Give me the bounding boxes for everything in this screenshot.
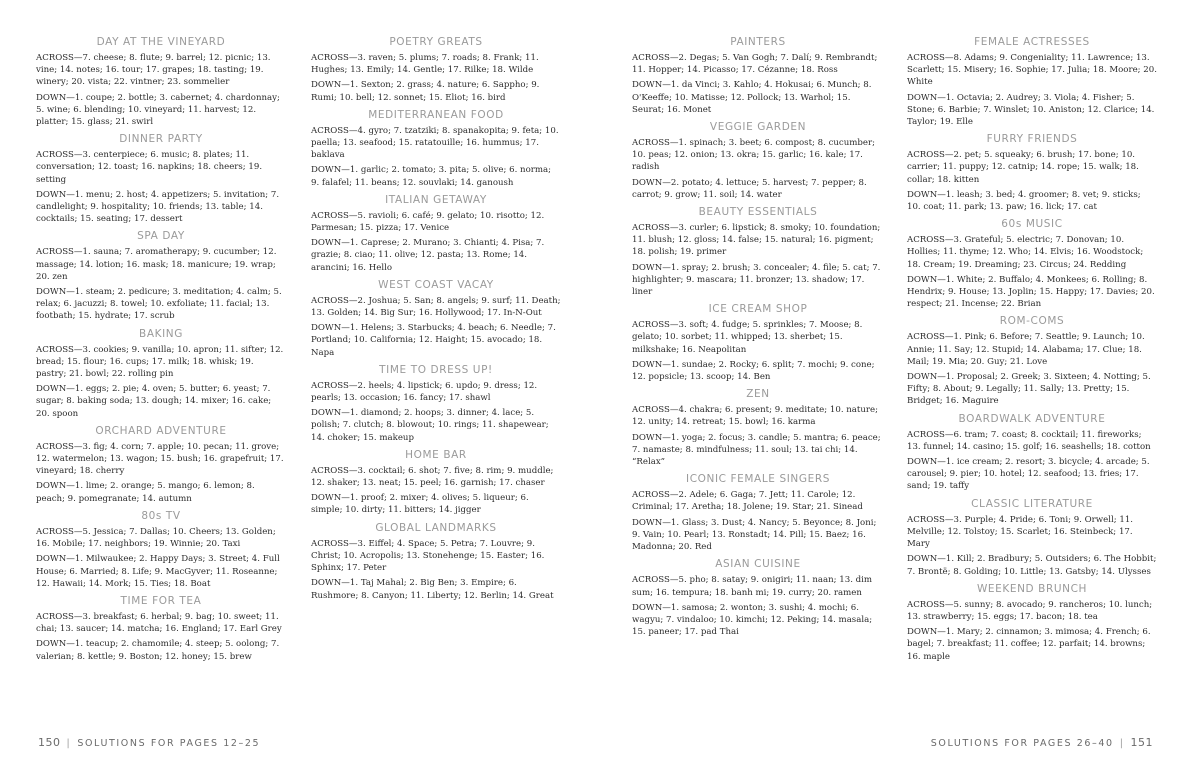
across-answers: ACROSS—3. cocktail; 6. shot; 7. five; 8. rim; 9. muddle; 12. shaker; 13. neat; 15. peel; 16. garnish; 17. chaser [311,465,554,489]
down-answers: DOWN—1. White; 2. Buffalo; 4. Monkees; 6. Rolling; 8. Hendrix; 9. House; 13. Joplin; 15. Happy; 17. Davies; 20. respect; 21. Incense; 22. Brian [907,274,1155,310]
puzzle-title: DAY AT THE VINEYARD [96,36,226,48]
across-answers: ACROSS—3. Eiffel; 4. Space; 5. Petra; 7. Louvre; 9. Christ; 10. Acropolis; 13. Stonehenge; 15. Easter; 16. Sphinx; 17. Peter [311,538,545,574]
down-answers: DOWN—2. potato; 4. lettuce; 5. harvest; 7. pepper; 8. carrot; 9. grow; 11. soil; 14. water [632,177,867,200]
puzzle-title: ICE CREAM SHOP [708,303,808,316]
down-answers: DOWN—1. lime; 2. orange; 5. mango; 6. lemon; 8. peach; 9. pomegranate; 14. autumn [36,481,255,504]
puzzle-title: POETRY GREATS [389,36,483,48]
puzzle-title: SPA DAY [137,230,185,243]
puzzle-solution [907,583,1157,663]
across-answers: ACROSS—3. soft; 4. fudge; 5. sprinkles; 7. Moose; 8. gelato; 10. sorbet; 11. whipped; 13. sherbet; 15. milkshake; 16. Neapolitan [632,320,863,355]
puzzle-solution [632,206,884,298]
down-answers: DOWN—1. Proposal; 2. Greek; 3. Sixteen; 4. Notting; 5. Fifty; 8. About; 9. Legally; 11. Sally; 13. Pretty; 15. Bridget; 16. Maguire [907,372,1151,407]
across-answers: ACROSS—3. fig; 4. corn; 7. apple; 10. pecan; 11. grove; 12. watermelon; 13. wagon; 15. bush; 16. grapefruit; 17. vineyard; 18. cherry [36,441,284,477]
left-page [0,0,595,774]
puzzle-title: HOME BAR [405,448,467,461]
across-answers: ACROSS—3. Grateful; 5. electric; 7. Donovan; 10. Hollies; 11. thyme; 12. Who; 14. Elvis; 16. Woodstock; 18. Cream; 19. Dreaming; 23. Circus; 24. Redding [907,235,1144,270]
puzzle-title: ORCHARD ADVENTURE [95,424,227,437]
puzzle-solution [36,510,286,590]
puzzle-title: BOARDWALK ADVENTURE [958,412,1106,425]
puzzle-solution [311,194,561,274]
puzzle-solution [311,364,561,444]
puzzle-solution [632,473,884,553]
column-2 [311,36,561,607]
across-answers: ACROSS—3. Purple; 4. Pride; 6. Toni; 9. Orwell; 11. Melville; 12. Tolstoy; 15. Scarlet; 16. Steinbeck; 17. Mary [907,514,1134,550]
across-answers: ACROSS—3. centerpiece; 6. music; 8. plates; 11. conversation; 12. toast; 16. napkins; 18. cheers; 19. setting [36,150,263,185]
column-4 [907,36,1157,668]
across-answers: ACROSS—3. breakfast; 6. herbal; 9. bag; 10. sweet; 11. chai; 13. saucer; 14. matcha; 16. England; 17. Earl Grey [36,611,282,635]
puzzle-solution [632,303,884,383]
across-answers: ACROSS—2. pet; 5. squeaky; 6. brush; 17. bone; 10. carrier; 11. puppy; 12. catnip; 14. rope; 15. walk; 18. collar; 18. kitten [907,150,1139,185]
puzzle-title: BEAUTY ESSENTIALS [698,206,818,219]
puzzle-title: ROM-COMS [999,315,1065,328]
down-answers: DOWN—1. steam; 2. pedicure; 3. meditation; 4. calm; 5. relax; 6. jacuzzi; 8. towel; 10. exfoliate; 11. facial; 13. footbath; 15. hydrate; 17. scrub [36,287,282,322]
down-answers: DOWN—1. eggs; 2. pie; 4. oven; 5. butter; 6. yeast; 7. sugar; 8. baking soda; 13. dough; 14. mixer; 16. cake; 20. spoon [36,384,272,419]
puzzle-solution [907,498,1157,578]
puzzle-solution [311,449,561,517]
down-answers: DOWN—1. sundae; 2. Rocky; 6. split; 7. mochi; 9. cone; 12. popsicle; 13. scoop; 14. Ben [632,359,875,383]
puzzle-title: 60s MUSIC [1001,218,1063,231]
footer-caption: SOLUTIONS FOR PAGES 26–40 [930,738,1114,749]
puzzle-title: FEMALE ACTRESSES [974,36,1090,48]
down-answers: DOWN—1. diamond; 2. hoops; 3. dinner; 4. lace; 5. polish; 7. clutch; 8. blowout; 10. rings; 11. shapewear; 14. choker; 15. makeup [311,408,549,443]
puzzle-solution [632,388,884,468]
down-answers: DOWN—1. Sexton; 2. grass; 4. nature; 6. Sappho; 9. Rumi; 10. bell; 12. sonnet; 15. Eliot; 16. bird [311,80,540,103]
puzzle-solution [907,315,1157,407]
down-answers: DOWN—1. teacup; 2. chamomile; 4. steep; 5. oolong; 7. valerian; 8. kettle; 9. Boston; 12. honey; 15. brew [36,639,280,662]
footer-separator: | [1119,738,1125,749]
puzzle-solution [311,36,561,104]
puzzle-title: TIME TO DRESS UP! [379,363,493,376]
across-answers: ACROSS—5. Jessica; 7. Dallas; 10. Cheers; 13. Golden; 16. Mobile; 17. neighbors; 19. Winnie; 20. Taxi [36,526,276,550]
puzzle-title: ITALIAN GETAWAY [385,193,487,206]
down-answers: DOWN—1. leash; 3. bed; 4. groomer; 8. vet; 9. sticks; 10. coat; 11. park; 13. paw; 16. lick; 17. cat [907,189,1141,213]
down-answers: DOWN—1. Octavia; 2. Audrey; 3. Viola; 4. Fisher; 5. Stone; 6. Barbie; 7. Winslet; 10. Aniston; 12. Clarice; 14. Taylor; 19. Elle [907,92,1155,128]
puzzle-title: PAINTERS [730,36,786,48]
down-answers: DOWN—1. Glass; 3. Dust; 4. Nancy; 5. Beyonce; 8. Joni; 9. Vain; 10. Pearl; 13. Ronstadt; 14. Pill; 15. Baez; 16. Madonna; 20. Red [632,517,877,553]
across-answers: ACROSS—5. pho; 8. satay; 9. onigiri; 11. naan; 13. dim sum; 16. tempura; 18. banh mi; 19. curry; 20. ramen [632,575,873,598]
across-answers: ACROSS—3. raven; 5. plums; 7. roads; 8. Frank; 11. Hughes; 13. Emily; 14. Gentle; 17. Rilke; 18. Wilde [311,53,539,76]
puzzle-title: BAKING [139,327,183,340]
down-answers: DOWN—1. Mary; 2. cinnamon; 3. mimosa; 4. French; 6. bagel; 7. breakfast; 11. coffee; 12. parfait; 14. browns; 16. maple [907,627,1151,662]
across-answers: ACROSS—4. gyro; 7. tzatziki; 8. spanakopita; 9. feta; 10. paella; 13. seafood; 15. ratatouille; 16. hummus; 17. baklava [311,125,559,161]
down-answers: DOWN—1. coupe; 2. bottle; 3. cabernet; 4. chardonnay; 5. wine; 6. blending; 10. vineyard; 11. harvest; 12. platter; 15. glass; 21. swirl [36,92,280,128]
down-answers: DOWN—1. Helens; 3. Starbucks; 4. beach; 6. Needle; 7. Portland; 10. California; 12. Haight; 15. avocado; 18. Napa [311,323,556,358]
puzzle-solution [632,36,884,116]
puzzle-solution [907,218,1157,310]
page-number: 150 [38,736,61,749]
down-answers: DOWN—1. yoga; 2. focus; 3. candle; 5. mantra; 6. peace; 7. namaste; 8. mindfulness; 11. soul; 13. tai chi; 14. “Relax” [632,432,881,468]
across-answers: ACROSS—3. cookies; 9. vanilla; 10. apron; 11. sifter; 12. bread; 15. flour; 16. cups; 17. milk; 18. whisk; 19. pastry; 21. bowl; 22. rolling pin [36,344,284,380]
right-page [595,0,1191,774]
column-1 [36,36,286,668]
puzzle-solution [311,522,561,602]
puzzle-solution [36,328,286,420]
down-answers: DOWN—1. proof; 2. mixer; 4. olives; 5. liqueur; 6. simple; 10. dirty; 11. bitters; 14. jigger [311,493,529,516]
puzzle-solution [311,109,561,189]
puzzle-title: ICONIC FEMALE SINGERS [686,473,830,486]
left-page-footer [38,736,260,749]
puzzle-title: MEDITERRANEAN FOOD [368,108,504,121]
puzzle-title: WEEKEND BRUNCH [976,582,1088,595]
across-answers: ACROSS—2. Adele; 6. Gaga; 7. Jett; 11. Carole; 12. Criminal; 17. Aretha; 18. Jolene; 19. Star; 21. Sinead [632,490,863,513]
puzzle-title: VEGGIE GARDEN [709,121,807,134]
puzzle-title: 80s TV [141,509,181,522]
puzzle-solution [36,133,286,225]
across-answers: ACROSS—2. Joshua; 5. San; 8. angels; 9. surf; 11. Death; 13. Golden; 14. Big Sur; 16. Hollywood; 17. In-N-Out [311,295,561,319]
puzzle-solution [36,230,286,322]
across-answers: ACROSS—7. cheese; 8. flute; 9. barrel; 12. picnic; 13. vine; 14. notes; 16. tour; 17. grapes; 18. tasting; 19. winery; 20. vista; 22. vintner; 23. sommelier [36,53,271,88]
puzzle-solution [311,279,561,359]
puzzle-title: FURRY FRIENDS [986,133,1078,146]
puzzle-solution [632,558,884,638]
across-answers: ACROSS—2. Degas; 5. Van Gogh; 7. Dalí; 9. Rembrandt; 11. Hopper; 14. Picasso; 17. Cézanne; 18. Ross [632,53,878,76]
across-answers: ACROSS—2. heels; 4. lipstick; 6. updo; 9. dress; 12. pearls; 13. occasion; 16. fancy; 17. shawl [311,380,538,404]
page-number: 151 [1130,736,1153,749]
across-answers: ACROSS—8. Adams; 9. Congeniality; 11. Lawrence; 13. Scarlett; 15. Misery; 16. Sophie; 17. Julia; 18. Moore; 20. White [907,53,1157,88]
puzzle-title: DINNER PARTY [119,133,203,146]
column-3 [632,36,884,643]
down-answers: DOWN—1. Caprese; 2. Murano; 3. Chianti; 4. Pisa; 7. grazie; 8. ciao; 11. olive; 12. pasta; 13. Rome; 14. arancini; 16. Hello [311,238,545,273]
puzzle-title: TIME FOR TEA [120,594,202,607]
footer-separator: | [66,738,72,749]
across-answers: ACROSS—4. chakra; 6. present; 9. meditate; 10. nature; 12. unity; 14. retreat; 15. bowl; 16. karma [632,405,879,428]
puzzle-solution [36,36,286,128]
across-answers: ACROSS—3. curler; 6. lipstick; 8. smoky; 10. foundation; 11. blush; 12. gloss; 14. false; 15. natural; 16. pigment; 18. polish; 19. primer [632,223,881,258]
puzzle-title: ZEN [746,388,770,401]
puzzle-solution [36,425,286,505]
down-answers: DOWN—1. Milwaukee; 2. Happy Days; 3. Street; 4. Full House; 6. Married; 8. Life; 9. MacGyver; 11. Roseanne; 12. Hawaii; 14. Mork; 15. Ties; 18. Boat [36,554,280,589]
puzzle-title: CLASSIC LITERATURE [971,497,1093,510]
puzzle-solution [632,121,884,201]
footer-caption: SOLUTIONS FOR PAGES 12–25 [77,738,261,749]
down-answers: DOWN—1. da Vinci; 3. Kahlo; 4. Hokusai; 6. Munch; 8. O'Keeffe; 10. Matisse; 12. Pollock; 13. Warhol; 15. Seurat; 16. Monet [632,80,872,115]
puzzle-solution [907,413,1157,493]
right-page-footer [931,736,1153,749]
down-answers: DOWN—1. Taj Mahal; 2. Big Ben; 3. Empire; 6. Rushmore; 8. Canyon; 11. Liberty; 12. Berlin; 14. Great [311,578,554,601]
across-answers: ACROSS—5. sunny; 8. avocado; 9. rancheros; 10. lunch; 13. strawberry; 15. eggs; 17. bacon; 18. tea [907,599,1153,622]
across-answers: ACROSS—1. spinach; 3. beet; 6. compost; 8. cucumber; 10. peas; 12. onion; 13. okra; 15. garlic; 16. kale; 17. radish [632,138,876,173]
across-answers: ACROSS—6. tram; 7. coast; 8. cocktail; 11. fireworks; 13. funnel; 14. casino; 15. golf; 16. seashells; 18. cotton [907,429,1151,452]
puzzle-solution [907,36,1157,128]
puzzle-title: ASIAN CUISINE [715,558,801,571]
down-answers: DOWN—1. menu; 2. host; 4. appetizers; 5. invitation; 7. candlelight; 9. hospitality; 10. friends; 13. table; 14. cocktails; 15. seating; 17. dessert [36,189,280,225]
down-answers: DOWN—1. garlic; 2. tomato; 3. pita; 5. olive; 6. norma; 9. falafel; 11. beans; 12. souvlaki; 14. ganoush [311,165,552,188]
across-answers: ACROSS—1. sauna; 7. aromatherapy; 9. cucumber; 12. massage; 14. lotion; 16. mask; 18. manicure; 19. wrap; 20. zen [36,247,277,282]
down-answers: DOWN—1. spray; 2. brush; 3. concealer; 4. file; 5. cat; 7. highlighter; 9. mascara; 11. bronzer; 13. shadow; 17. liner [632,262,881,298]
puzzle-solution [36,595,286,663]
down-answers: DOWN—1. Kill; 2. Bradbury; 5. Outsiders; 6. The Hobbit; 7. Brontë; 8. Golding; 10. Little; 13. Gatsby; 14. Ulysses [907,554,1157,577]
puzzle-title: GLOBAL LANDMARKS [375,521,497,534]
down-answers: DOWN—1. ice cream; 2. resort; 3. bicycle; 4. arcade; 5. carousel; 9. pier; 10. hotel; 12. seafood; 13. fries; 17. sand; 19. taffy [907,457,1150,492]
across-answers: ACROSS—5. ravioli; 6. café; 9. gelato; 10. risotto; 12. Parmesan; 15. pizza; 17. Venice [311,210,545,234]
puzzle-title: WEST COAST VACAY [378,278,494,291]
across-answers: ACROSS—1. Pink; 6. Before; 7. Seattle; 9. Launch; 10. Annie; 11. Say; 12. Stupid; 14. Alabama; 17. Clue; 18. Mail; 19. Mia; 20. Guy; 21. Love [907,332,1145,367]
down-answers: DOWN—1. samosa; 2. wonton; 3. sushi; 4. mochi; 6. wagyu; 7. vindaloo; 10. kimchi; 12. Peking; 14. masala; 15. paneer; 17. pad Thai [632,602,873,638]
puzzle-solution [907,133,1157,213]
